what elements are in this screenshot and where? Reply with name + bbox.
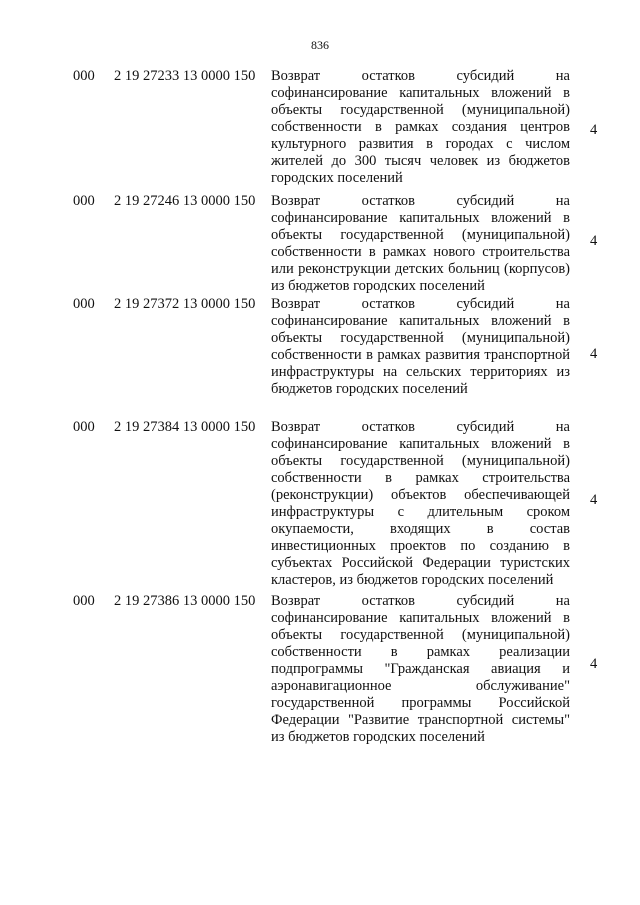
- row-amount: 4: [590, 656, 598, 672]
- page-number: 836: [311, 38, 329, 52]
- row-amount: 4: [590, 122, 598, 138]
- row-amount: 4: [590, 492, 598, 508]
- admin-code: 000: [73, 68, 95, 84]
- row-description: Возврат остатков субсидий на софинансирование капитальных вложений в объекты государственной (муниципальной) собственности в рамках строительства (реконструкции) объектов обеспечивающей инфраструктуры с длительным сроком окупаемости, входящих в состав инвестиционных проектов по созданию в субъектах Российской Федерации туристских кластеров, из бюджетов городских поселений: [271, 419, 570, 589]
- row-description: Возврат остатков субсидий на софинансирование капитальных вложений в объекты государственной (муниципальной) собственности в рамках нового строительства или реконструкции детских больниц (корпусов) из бюджетов городских поселений: [271, 193, 570, 295]
- budget-classification-code: 2 19 27384 13 0000 150: [114, 419, 256, 435]
- admin-code: 000: [73, 296, 95, 312]
- budget-classification-code: 2 19 27372 13 0000 150: [114, 296, 256, 312]
- row-description: Возврат остатков субсидий на софинансирование капитальных вложений в объекты государственной (муниципальной) собственности в рамках реализации подпрограммы "Гражданская авиация и аэронавигационное обслуживание" государственной программы Российской Федерации "Развитие транспортной системы" из бюджетов городских поселений: [271, 593, 570, 746]
- budget-classification-code: 2 19 27233 13 0000 150: [114, 68, 256, 84]
- row-amount: 4: [590, 233, 598, 249]
- budget-classification-code: 2 19 27386 13 0000 150: [114, 593, 256, 609]
- budget-classification-code: 2 19 27246 13 0000 150: [114, 193, 256, 209]
- row-amount: 4: [590, 346, 598, 362]
- row-description: Возврат остатков субсидий на софинансирование капитальных вложений в объекты государственной (муниципальной) собственности в рамках развития транспортной инфраструктуры на сельских территориях из бюджетов городских поселений: [271, 296, 570, 398]
- admin-code: 000: [73, 419, 95, 435]
- admin-code: 000: [73, 593, 95, 609]
- row-description: Возврат остатков субсидий на софинансирование капитальных вложений в объекты государственной (муниципальной) собственности в рамках создания центров культурного развития в городах с числом жителей до 300 тысяч человек из бюджетов городских поселений: [271, 68, 570, 187]
- admin-code: 000: [73, 193, 95, 209]
